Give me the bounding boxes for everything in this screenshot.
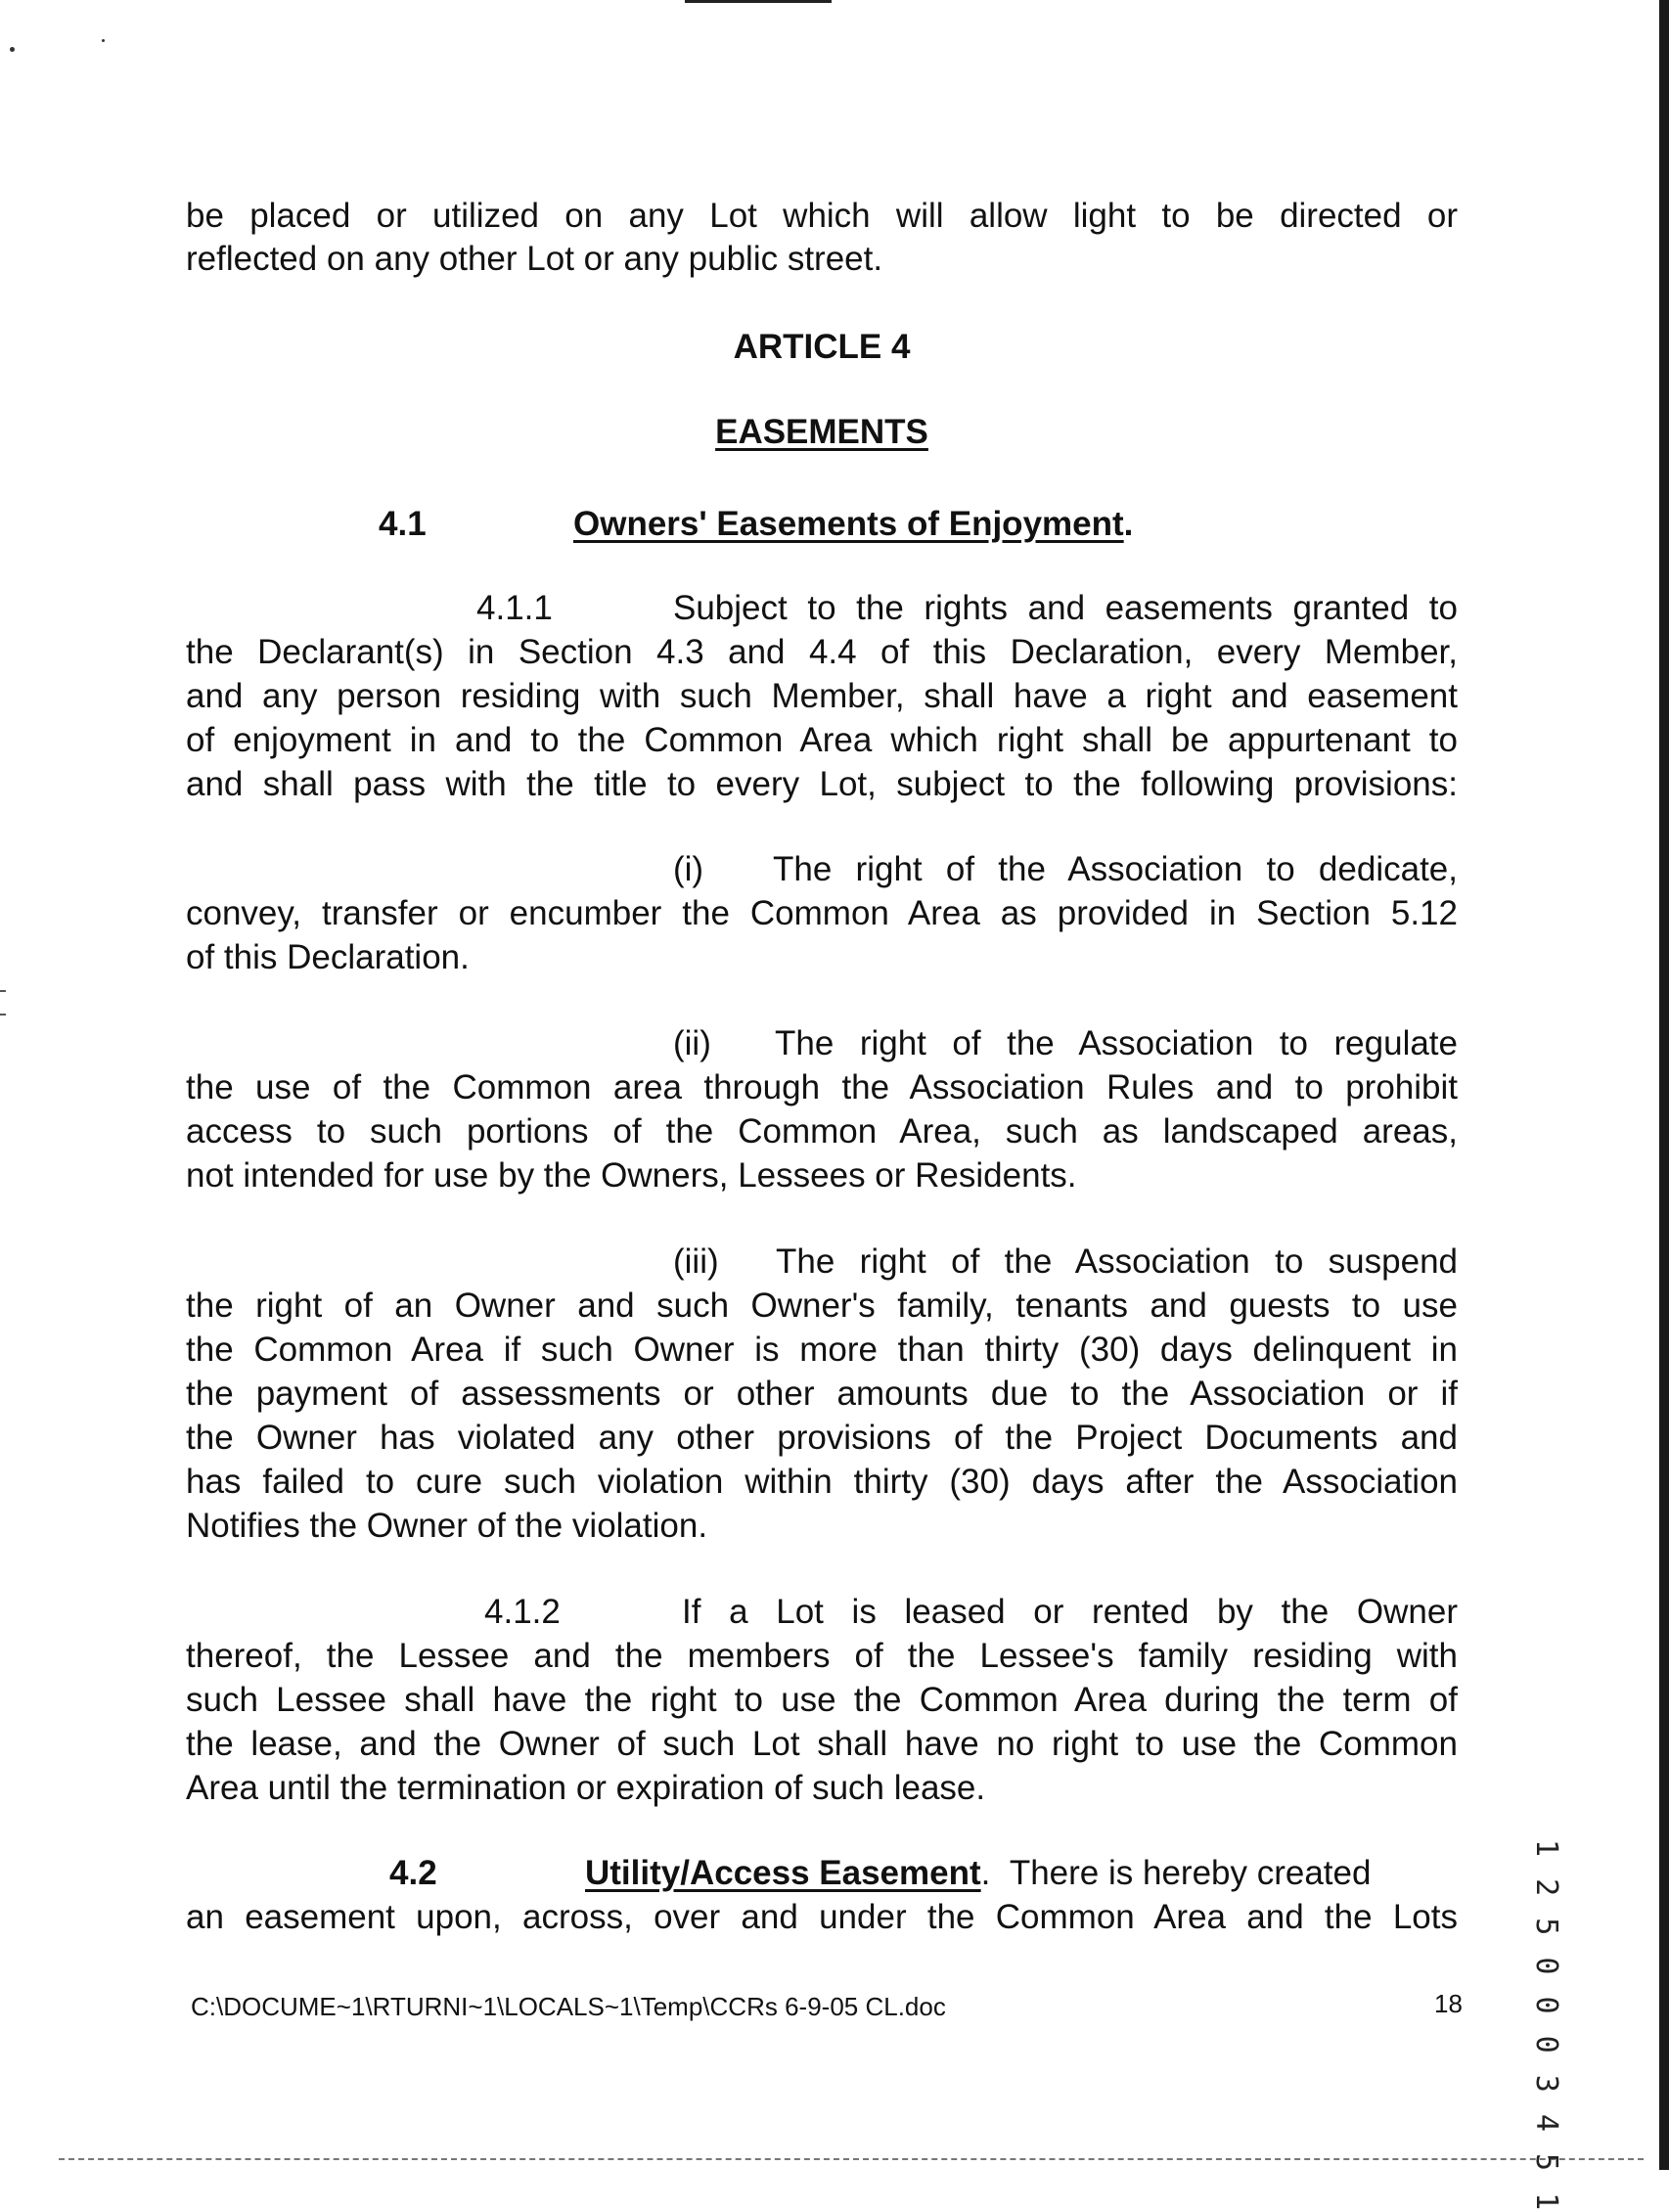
para-4-1-2-line: the lease, and the Owner of such Lot shall have no right to use the Common	[186, 1725, 1458, 1763]
item-ii-marker: (ii)	[673, 1024, 711, 1062]
item-ii-first-line: The right of the Association to regulate	[775, 1024, 1458, 1062]
item-iii-line: the payment of assessments or other amounts due to the Association or if	[186, 1375, 1458, 1413]
article-title-wrap	[186, 411, 1458, 454]
para-4-1-1-line: and any person residing with such Member, shall have a right and easement	[186, 677, 1458, 715]
section-4-2-title: Utility/Access Easement	[585, 1854, 981, 1892]
item-ii-line: access to such portions of the Common Area, such as landscaped areas,	[186, 1112, 1458, 1151]
para-4-1-1-line: of enjoyment in and to the Common Area which right shall be appurtenant to	[186, 721, 1458, 759]
section-4-1-heading	[573, 503, 1133, 546]
continuation-line: reflected on any other Lot or any public street.	[186, 240, 883, 278]
scan-bottom-rule	[59, 2158, 1644, 2160]
para-4-1-2-first-line: If a Lot is leased or rented by the Owner	[682, 1593, 1458, 1631]
para-4-1-2-line: Area until the termination or expiration of such lease.	[186, 1769, 986, 1807]
scan-margin-tick	[0, 990, 6, 992]
item-i-line: convey, transfer or encumber the Common Area as provided in Section 5.12	[186, 894, 1458, 932]
section-4-2-first-line: There is hereby created	[1009, 1854, 1372, 1892]
item-i-marker: (i)	[673, 850, 704, 888]
item-iii-line: the Common Area if such Owner is more than thirty (30) days delinquent in	[186, 1331, 1458, 1369]
para-4-1-1-first-line: Subject to the rights and easements granted to	[673, 589, 1458, 627]
item-i-line: of this Declaration.	[186, 938, 470, 976]
continuation-line: be placed or utilized on any Lot which will allow light to be directed or	[186, 197, 1458, 235]
item-iii-line: Notifies the Owner of the violation.	[186, 1507, 708, 1545]
scan-speck	[102, 39, 105, 42]
section-4-2-number: 4.2	[389, 1854, 437, 1892]
item-iii-line: has failed to cure such violation within thirty (30) days after the Association	[186, 1463, 1458, 1501]
item-iii-first-line: The right of the Association to suspend	[776, 1242, 1458, 1281]
footer-file-path: C:\DOCUME~1\RTURNI~1\LOCALS~1\Temp\CCRs 6-9-05 CL.doc	[191, 1992, 946, 2021]
para-4-1-2-line: thereof, the Lessee and the members of the Lessee's family residing with	[186, 1637, 1458, 1675]
article-title: EASEMENTS	[715, 413, 928, 451]
scan-margin-tick	[0, 1014, 6, 1016]
item-ii-line: the use of the Common area through the Association Rules and to prohibit	[186, 1068, 1458, 1106]
para-4-1-1-number: 4.1.1	[476, 589, 553, 627]
section-4-2-heading-line	[585, 1852, 1458, 1895]
scan-speck	[10, 47, 15, 52]
item-iii-line: the right of an Owner and such Owner's family, tenants and guests to use	[186, 1287, 1458, 1325]
article-heading: ARTICLE 4	[733, 328, 911, 366]
para-4-1-2-number: 4.1.2	[484, 1593, 561, 1631]
section-4-1-punct: .	[1123, 505, 1134, 543]
scan-right-edge	[1659, 0, 1669, 2170]
section-4-2-punct: .	[980, 1854, 991, 1892]
item-ii-line: not intended for use by the Owners, Lessees or Residents.	[186, 1156, 1077, 1195]
top-edge-rule	[685, 0, 832, 3]
section-4-1-title: Owners' Easements of Enjoyment	[573, 505, 1124, 543]
para-4-1-2-line: such Lessee shall have the right to use the Common Area during the term of	[186, 1681, 1458, 1719]
section-4-2-line: an easement upon, across, over and under the Common Area and the Lots	[186, 1898, 1458, 1936]
bates-stamp: 1 2 5 0 0 0 3 4 5 1	[1529, 1839, 1563, 2212]
item-iii-marker: (iii)	[673, 1242, 719, 1281]
section-4-1-number: 4.1	[379, 505, 427, 543]
para-4-1-1-line: the Declarant(s) in Section 4.3 and 4.4 of this Declaration, every Member,	[186, 633, 1458, 671]
page-number: 18	[1434, 1989, 1463, 2018]
item-i-first-line: The right of the Association to dedicate,	[773, 850, 1458, 888]
item-iii-line: the Owner has violated any other provisions of the Project Documents and	[186, 1419, 1458, 1457]
para-4-1-1-line: and shall pass with the title to every Lot, subject to the following provisions:	[186, 765, 1458, 803]
